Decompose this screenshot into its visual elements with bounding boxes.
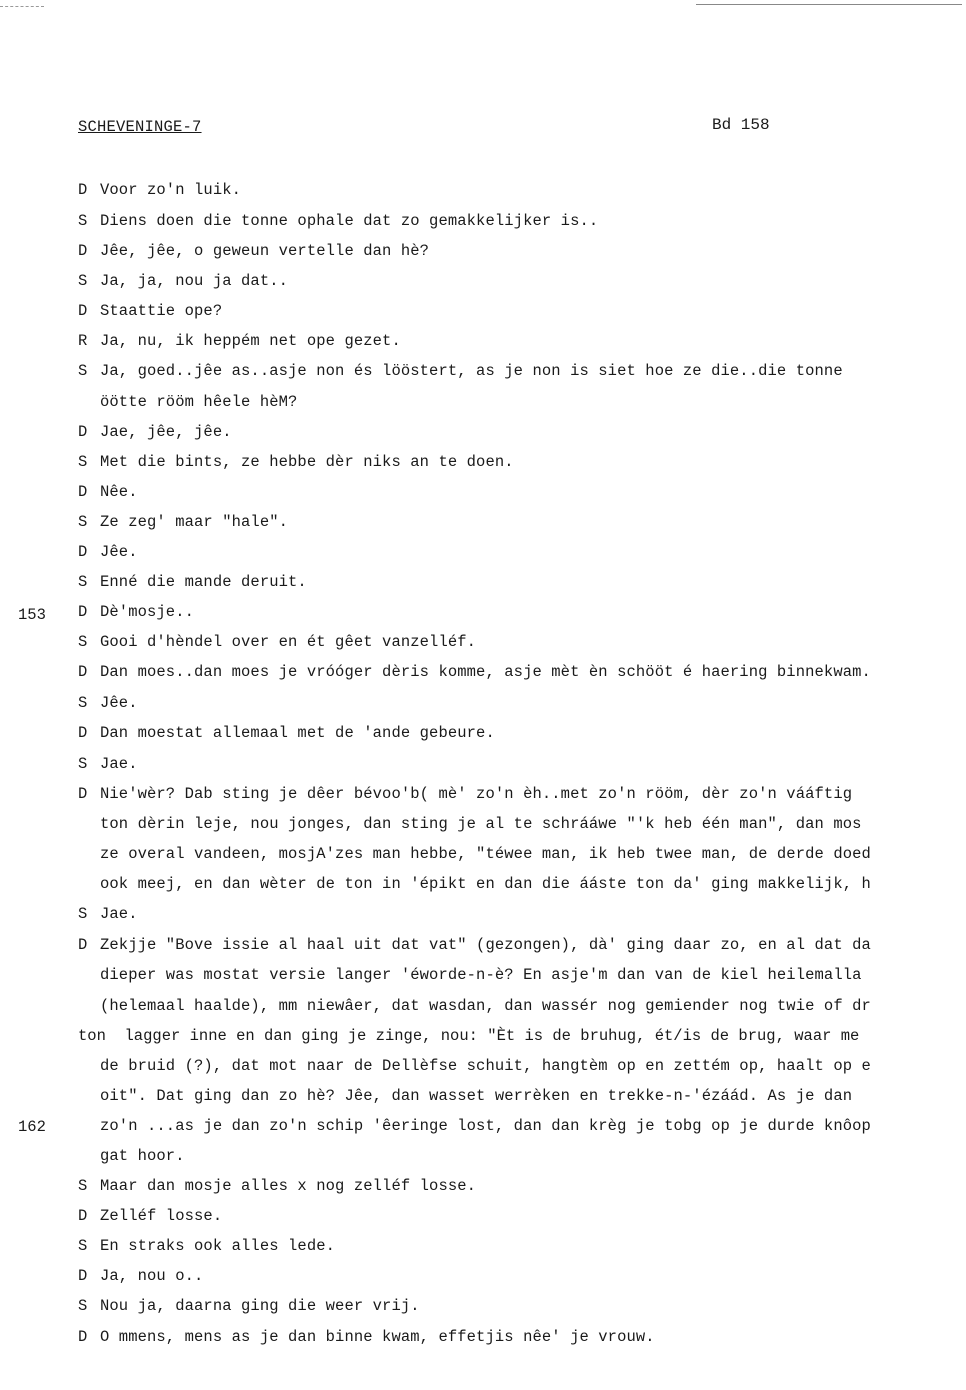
transcript-line — [78, 693, 138, 713]
transcript-line — [78, 331, 401, 351]
speaker-label: D — [78, 423, 88, 441]
transcript-line — [78, 542, 138, 562]
transcript-line — [78, 512, 288, 532]
speaker-label: S — [78, 513, 88, 531]
utterance-text: O mmens, mens as je dan binne kwam, effetjis nêe' je vrouw. — [100, 1328, 655, 1346]
utterance-text: Ja, ja, nou ja dat.. — [100, 272, 289, 290]
utterance-text: Nêe. — [100, 483, 138, 501]
transcript-line — [78, 180, 241, 200]
utterance-text: Diens doen die tonne ophale dat zo gemakkelijker is.. — [100, 212, 599, 230]
speaker-label: D — [78, 785, 88, 803]
utterance-text: Ja, nu, ik heppém net ope gezet. — [100, 332, 401, 350]
utterance-continuation: ton dèrin leje, nou jonges, dan sting je al te schrááwe "'k heb één man", dan mos — [100, 815, 862, 833]
utterance-text: Jêe, jêe, o geweun vertelle dan hè? — [100, 242, 430, 260]
speaker-label: R — [78, 332, 88, 350]
utterance-text: Enné die mande deruit. — [100, 573, 307, 591]
transcript-line — [100, 392, 297, 412]
utterance-text: Voor zo'n luik. — [100, 181, 242, 199]
transcript-line — [78, 662, 871, 682]
transcript-line — [100, 1146, 185, 1166]
utterance-continuation: dieper was mostat versie langer 'éworde-n-è? En asje'm dan van de kiel heilemalla — [100, 966, 862, 984]
speaker-label: D — [78, 1267, 88, 1285]
margin-number-153: 153 — [18, 606, 46, 624]
transcript-line — [100, 996, 871, 1016]
speaker-label: D — [78, 724, 88, 742]
speaker-label: S — [78, 755, 88, 773]
transcript-line — [78, 452, 514, 472]
transcript-line — [100, 874, 871, 894]
utterance-text: Met die bints, ze hebbe dèr niks an te doen. — [100, 453, 514, 471]
transcript-line — [100, 965, 862, 985]
utterance-text: Jae. — [100, 755, 138, 773]
transcript-line — [78, 935, 871, 955]
speaker-label: D — [78, 242, 88, 260]
utterance-text: Jae. — [100, 905, 138, 923]
speaker-label: S — [78, 1237, 88, 1255]
utterance-text: Nou ja, daarna ging die weer vrij. — [100, 1297, 420, 1315]
transcript-line — [78, 632, 476, 652]
speaker-label: D — [78, 663, 88, 681]
utterance-text: Jêe. — [100, 694, 138, 712]
speaker-label: S — [78, 212, 88, 230]
speaker-label: D — [78, 1207, 88, 1225]
transcript-line — [100, 1086, 852, 1106]
utterance-text: Staattie ope? — [100, 302, 223, 320]
transcript-line — [78, 1176, 476, 1196]
utterance-continuation: gat hoor. — [100, 1147, 185, 1165]
transcript-line — [78, 784, 852, 804]
speaker-label: D — [78, 603, 88, 621]
transcript-line — [78, 271, 288, 291]
speaker-label: S — [78, 272, 88, 290]
speaker-label: D — [78, 483, 88, 501]
utterance-continuation: oit". Dat ging dan zo hè? Jêe, dan wasset werrèken en trekke-n-'ézáád. As je dan — [100, 1087, 853, 1105]
utterance-text: Dan moes..dan moes je vróóger dèris komme, asje mèt èn schööt é haering binnekwam. — [100, 663, 871, 681]
utterance-text: Zelléf losse. — [100, 1207, 223, 1225]
transcript-line — [78, 602, 194, 622]
transcript-line — [78, 482, 138, 502]
document-title: SCHEVENINGE-7 — [78, 118, 202, 136]
margin-number-162: 162 — [18, 1118, 46, 1136]
transcript-line — [78, 361, 843, 381]
transcript-line — [78, 1236, 335, 1256]
utterance-continuation: öötte rööm hêele hèM? — [100, 393, 298, 411]
speaker-label: D — [78, 1328, 88, 1346]
transcript-line — [78, 301, 222, 321]
speaker-label: D — [78, 936, 88, 954]
transcript-line — [78, 1327, 655, 1347]
transcript-line — [78, 904, 138, 924]
utterance-text: Zekjje "Bove issie al haal uit dat vat" (gezongen), dà' ging daar zo, en al dat da — [100, 936, 871, 954]
speaker-label: S — [78, 453, 88, 471]
utterance-text: Jêe. — [100, 543, 138, 561]
utterance-text: Gooi d'hèndel over en ét gêet vanzelléf. — [100, 633, 477, 651]
utterance-text: Dan moestat allemaal met de 'ande gebeure. — [100, 724, 495, 742]
speaker-label: S — [78, 633, 88, 651]
transcript-line — [78, 572, 307, 592]
transcript-line — [78, 241, 429, 261]
utterance-continuation: ook meej, en dan wèter de ton in 'épikt en dan die ááste ton da' ging makkelijk, h — [100, 875, 871, 893]
utterance-continuation: (helemaal haalde), mm niewâer, dat wasdan, dan wassér nog gemiender nog twie of dr — [100, 997, 871, 1015]
transcript-line — [78, 1266, 203, 1286]
transcript-line — [78, 1026, 859, 1046]
utterance-continuation: zo'n ...as je dan zo'n schip 'êeringe lost, dan dan krèg je tobg op je durde knôop — [100, 1117, 871, 1135]
transcript-line — [78, 1296, 420, 1316]
utterance-text: Jae, jêe, jêe. — [100, 423, 232, 441]
transcript-line — [78, 723, 495, 743]
top-right-rule — [696, 4, 962, 5]
utterance-text: Maar dan mosje alles x nog zelléf losse. — [100, 1177, 477, 1195]
speaker-label: S — [78, 694, 88, 712]
utterance-text: Ja, nou o.. — [100, 1267, 204, 1285]
speaker-label: S — [78, 362, 88, 380]
transcript-line — [78, 1206, 222, 1226]
speaker-label: S — [78, 905, 88, 923]
speaker-label: S — [78, 1177, 88, 1195]
top-left-rule — [0, 6, 44, 7]
transcript-line — [100, 844, 871, 864]
utterance-continuation: ze overal vandeen, mosjA'zes man hebbe, "téwee man, ik heb twee man, de derde doed — [100, 845, 871, 863]
speaker-label: S — [78, 1297, 88, 1315]
utterance-text: Nie'wèr? Dab sting je dêer bévoo'b( mè' zo'n èh..met zo'n rööm, dèr zo'n vááftig — [100, 785, 853, 803]
utterance-text: En straks ook alles lede. — [100, 1237, 336, 1255]
transcript-line — [100, 814, 862, 834]
utterance-text: Ze zeg' maar "hale". — [100, 513, 289, 531]
page-reference: Bd 158 — [712, 116, 770, 134]
utterance-text: Ja, goed..jêe as..asje non és lööstert, as je non is siet hoe ze die..die tonne — [100, 362, 843, 380]
transcript-line — [100, 1116, 871, 1136]
transcript-line — [78, 211, 598, 231]
utterance-continuation: de bruid (?), dat mot naar de Dellèfse schuit, hangtèm op en zettém op, haalt op e — [100, 1057, 871, 1075]
transcript-line — [78, 754, 138, 774]
speaker-label: D — [78, 302, 88, 320]
utterance-continuation: ton lagger inne en dan ging je zinge, nou: "Èt is de bruhug, ét/is de brug, waar me — [78, 1027, 860, 1045]
transcript-line — [100, 1056, 871, 1076]
speaker-label: D — [78, 181, 88, 199]
speaker-label: S — [78, 573, 88, 591]
speaker-label: D — [78, 543, 88, 561]
transcript-line — [78, 422, 232, 442]
utterance-text: Dè'mosje.. — [100, 603, 195, 621]
